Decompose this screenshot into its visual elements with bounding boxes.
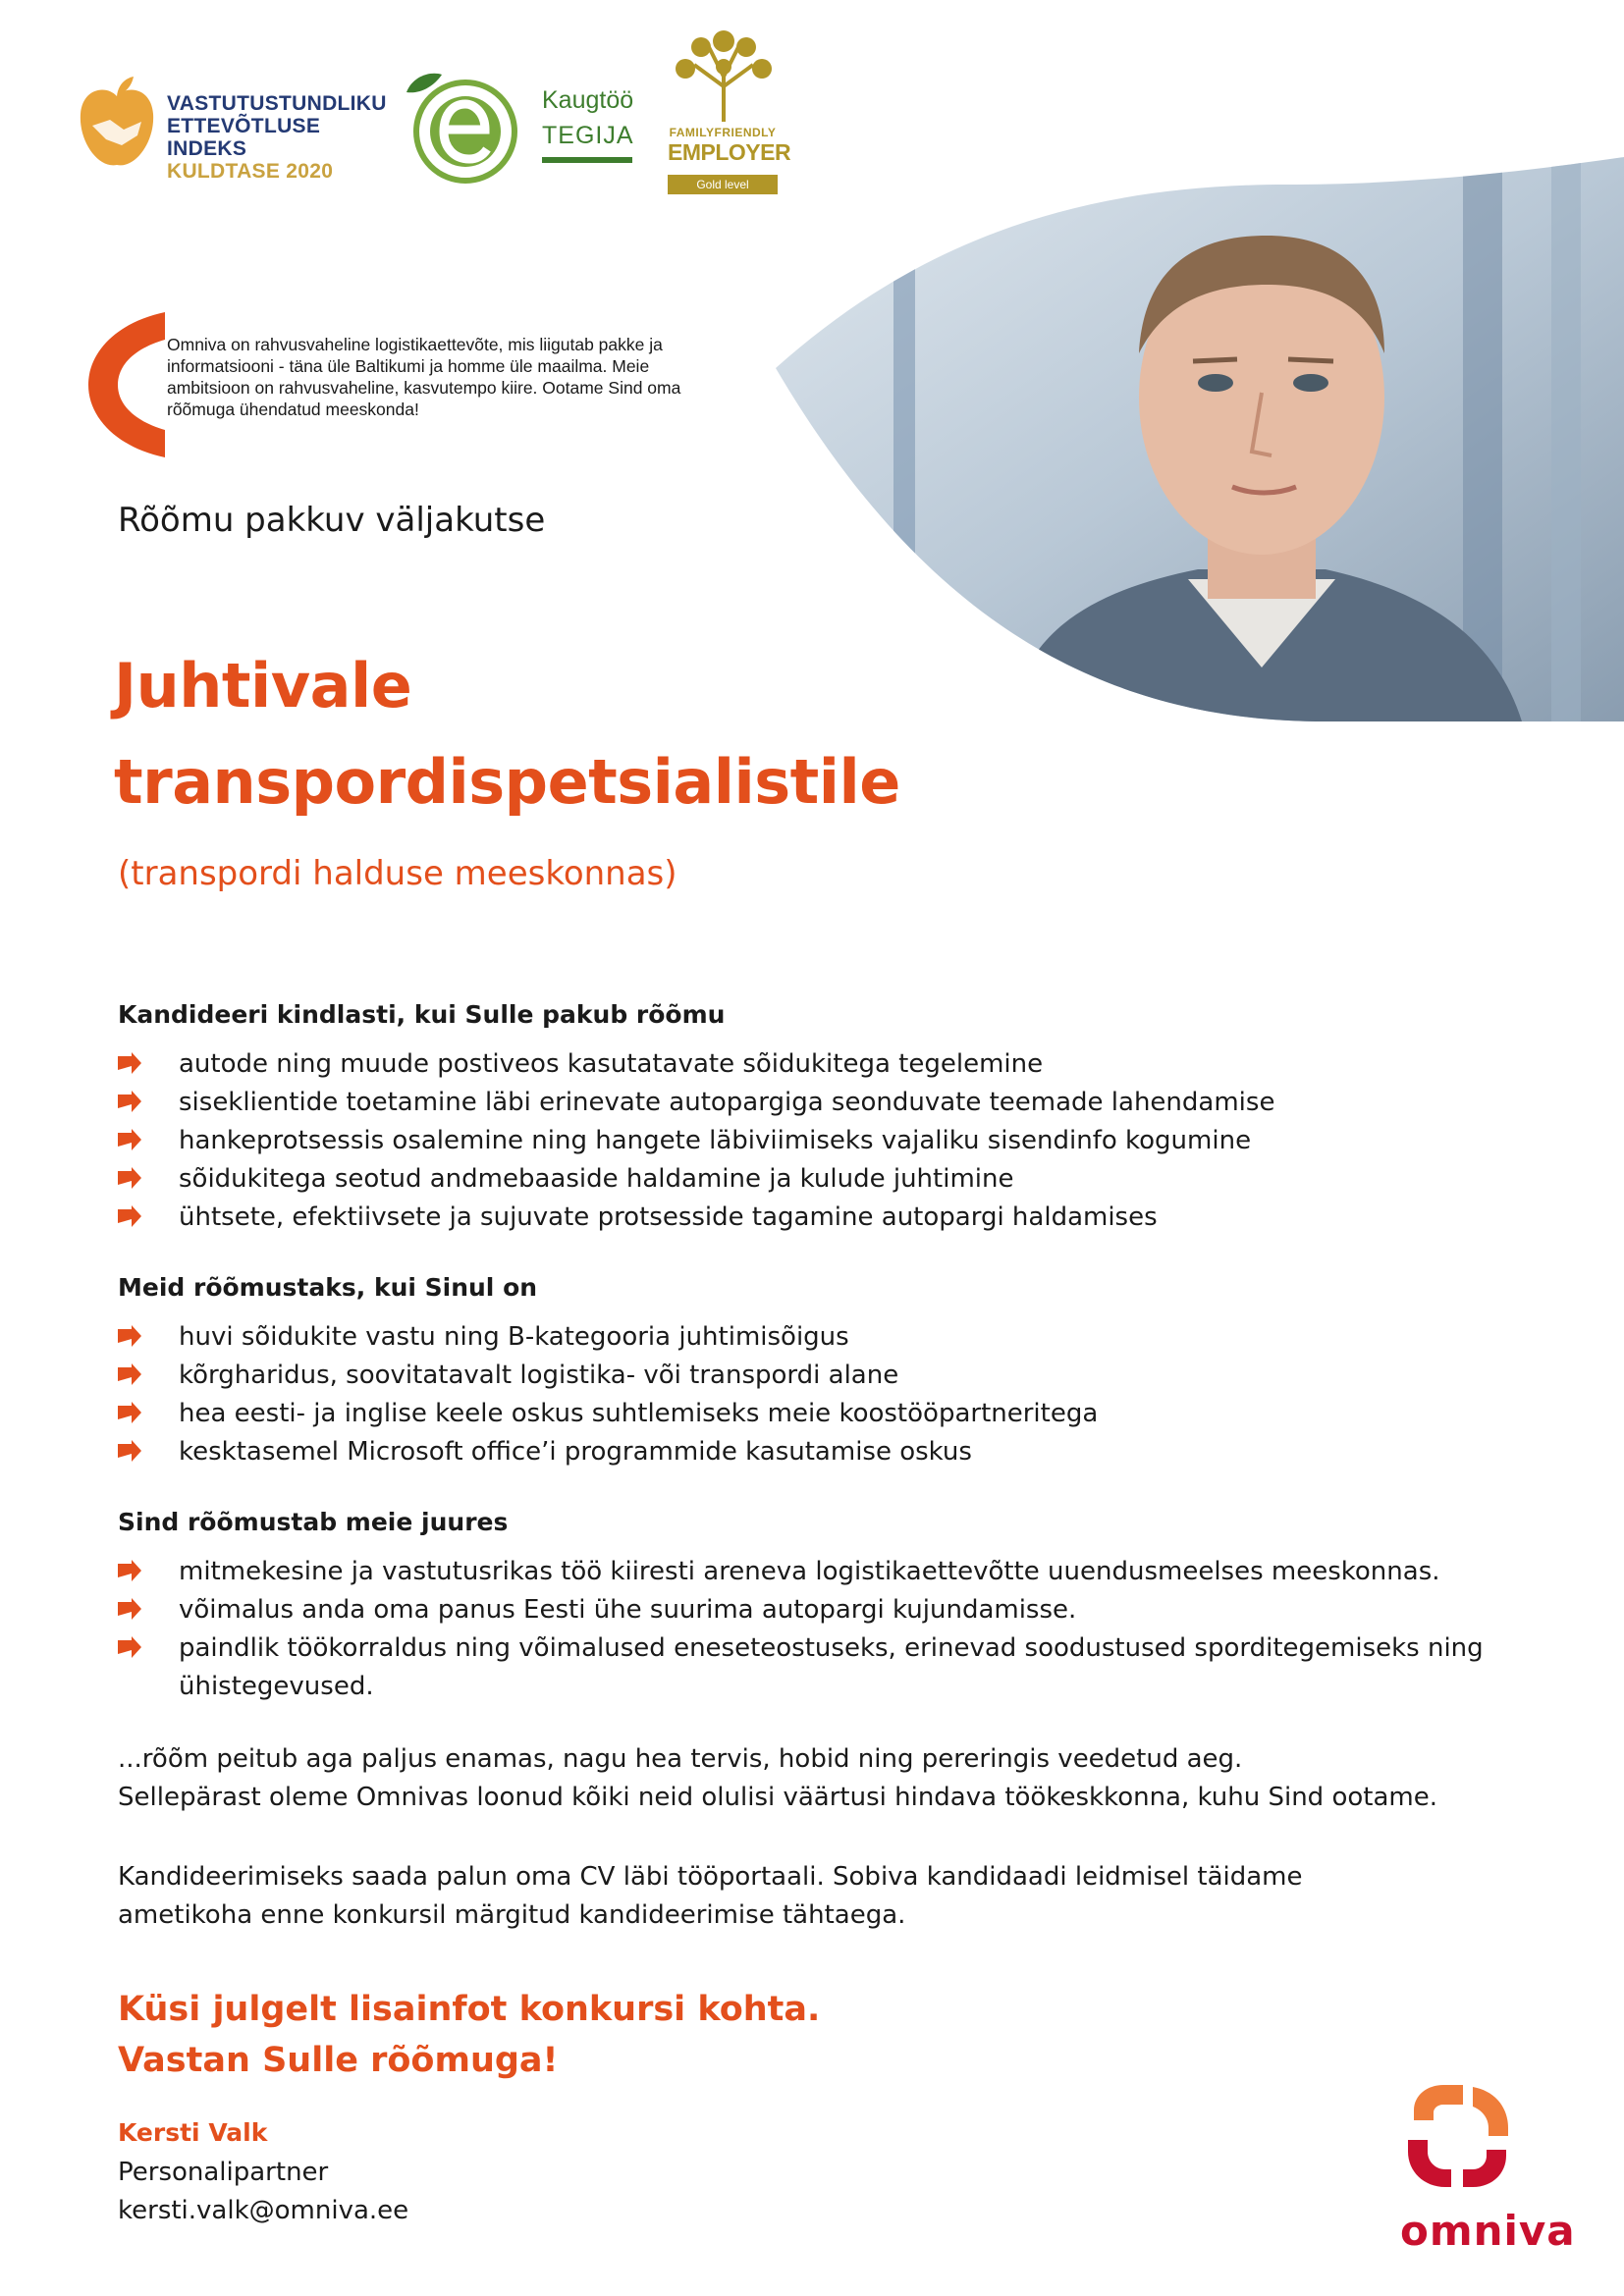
list-item-text: hankeprotsessis osalemine ning hangete läbiviimiseks vajaliku sisendinfo kogumine [179, 1126, 1252, 1155]
arrow-bullet-icon [118, 1091, 141, 1112]
bullet-list [118, 1318, 1532, 1471]
list-item-text: siseklientide toetamine läbi erinevate autopargiga seonduvate teemade lahendamise [179, 1088, 1275, 1117]
arrow-bullet-icon [118, 1363, 141, 1385]
arrow-bullet-icon [118, 1205, 141, 1227]
list-item [118, 1084, 1532, 1122]
award-bar [542, 157, 632, 163]
award-line-1: VASTUTUSTUNDLIKU [167, 92, 387, 115]
list-item-text: hea eesti- ja inglise keele oskus suhtlemiseks meie koostööpartneritega [179, 1399, 1099, 1428]
title-line-1: Juhtivale [114, 650, 412, 721]
section-heading: Meid rõõmustaks, kui Sinul on [118, 1273, 538, 1302]
arrow-bullet-icon [118, 1052, 141, 1074]
e-leaf-icon [395, 61, 522, 188]
list-item-text: kesktasemel Microsoft office’i programmide kasutamise oskus [179, 1437, 972, 1467]
call-to-action [118, 1984, 820, 2086]
list-item [118, 1357, 1532, 1395]
list-item [118, 1160, 1532, 1199]
paragraph-line: Sellepärast oleme Omnivas loonud kõiki neid olulisi väärtusi hindava töökeskkonna, kuhu Sind ootame. [118, 1783, 1437, 1812]
arrow-bullet-icon [118, 1440, 141, 1462]
list-item [118, 1433, 1532, 1471]
list-item [118, 1199, 1532, 1237]
arrow-bullet-icon [118, 1402, 141, 1423]
award-line-3: KULDTASE 2020 [167, 160, 334, 183]
bullet-list [118, 1045, 1532, 1237]
award-line-2: ETTEVÕTLUSE INDEKS [167, 115, 321, 160]
paragraph-line: ametikoha enne konkursil märgitud kandideerimise tähtaega. [118, 1900, 906, 1930]
list-item-text: võimalus anda oma panus Eesti ühe suurima autopargi kujundamisse. [179, 1595, 1077, 1625]
list-item-text: huvi sõidukite vastu ning B-kategooria juhtimisõigus [179, 1322, 849, 1352]
award-text-2: EMPLOYER [668, 139, 791, 165]
cta-line-1: Küsi julgelt lisainfot konkursi kohta. [118, 1990, 821, 2029]
arrow-bullet-icon [118, 1560, 141, 1581]
list-item-text: ühtsete, efektiivsete ja sujuvate protsesside tagamine autopargi haldamises [179, 1202, 1158, 1232]
list-item [118, 1122, 1532, 1160]
list-item [118, 1045, 1532, 1084]
family-friendly-award-logo [664, 27, 791, 199]
team-label: (transpordi halduse meeskonnas) [118, 854, 677, 893]
list-item-text: autode ning muude postiveos kasutatavate sõidukitega tegelemine [179, 1049, 1044, 1079]
title-line-2: transpordispetsialistile [114, 746, 900, 818]
contact-role: Personalipartner [118, 2158, 329, 2187]
cta-line-2: Vastan Sulle rõõmuga! [118, 2041, 559, 2080]
section-heading: Sind rõõmustab meie juures [118, 1508, 509, 1536]
tree-icon [670, 27, 778, 126]
apple-handshake-icon [77, 75, 157, 173]
section-requirements [118, 1271, 1532, 1471]
omniva-logo-text: omniva [1400, 2207, 1576, 2255]
section-benefits [118, 1506, 1532, 1706]
paragraph-line: ...rõõm peitub aga paljus enamas, nagu hea tervis, hobid ning pereringis veedetud aeg. [118, 1744, 1243, 1774]
application-paragraph [118, 1858, 1532, 1935]
list-item-text: paindlik töökorraldus ning võimalused eneseteostuseks, erinevad soodustused sporditegemiseks ning ühistegevused. [179, 1633, 1484, 1701]
award-text-1: Kaugtöö [542, 86, 634, 114]
award-text-1: FAMILYFRIENDLY [669, 126, 777, 139]
award-text-2: TEGIJA [542, 122, 634, 149]
list-item-text: mitmekesine ja vastutusrikas töö kiiresti areneva logistikaettevõtte uuendusmeelses meeskonnas. [179, 1557, 1440, 1586]
bullet-list [118, 1553, 1532, 1706]
list-item [118, 1629, 1532, 1706]
bracket-decoration [88, 312, 167, 457]
arrow-bullet-icon [118, 1325, 141, 1347]
page-subtitle: Rõõmu pakkuv väljakutse [118, 501, 546, 540]
intro-text: Omniva on rahvusvaheline logistikaettevõte, mis liigutab pakke ja informatsiooni - täna üle Baltikumi ja homme üle maailma. Meie ambitsioon on rahvusvaheline, kasvutempo kiire. Ootame Sind oma rõõmuga ühendatud meeskonda! [167, 335, 681, 419]
paragraph-line: Kandideerimiseks saada palun oma CV läbi tööportaali. Sobiva kandidaadi leidmisel täidame [118, 1862, 1303, 1892]
arrow-bullet-icon [118, 1598, 141, 1620]
arrow-bullet-icon [118, 1167, 141, 1189]
list-item-text: sõidukitega seotud andmebaaside haldamine ja kulude juhtimine [179, 1164, 1014, 1194]
award-text-3: Gold level [668, 175, 778, 194]
list-item-text: kõrgharidus, soovitatavalt logistika- või transpordi alane [179, 1361, 899, 1390]
contact-name: Kersti Valk [118, 2118, 268, 2147]
contact-email-link[interactable]: kersti.valk@omniva.ee [118, 2196, 409, 2225]
list-item [118, 1553, 1532, 1591]
page-title [114, 638, 1194, 830]
employee-photo [776, 157, 1624, 721]
closing-paragraph [118, 1740, 1532, 1817]
list-item [118, 1591, 1532, 1629]
remote-work-award-logo [395, 61, 640, 188]
arrow-bullet-icon [118, 1636, 141, 1658]
arrow-bullet-icon [118, 1129, 141, 1150]
omniva-logo-icon [1404, 2081, 1512, 2189]
list-item [118, 1395, 1532, 1433]
section-responsibilities [118, 998, 1532, 1237]
csr-index-award-logo [77, 65, 391, 183]
list-item [118, 1318, 1532, 1357]
section-heading: Kandideeri kindlasti, kui Sulle pakub rõõmu [118, 1000, 726, 1029]
